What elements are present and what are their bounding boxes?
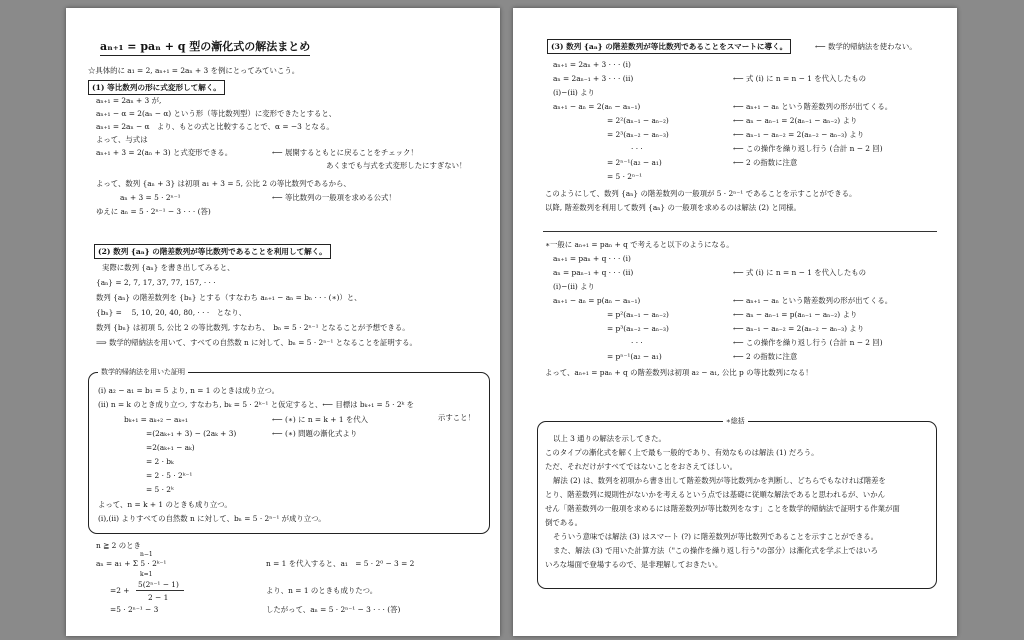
proof-note: ⟵ (∗) 問題の漸化式より [272,429,358,438]
gen-line: (i)−(ii) より [553,282,595,291]
gen-line: aₙ₊₁ = paₙ + q · · · (i) [553,254,631,263]
sec2-line: {bₙ} = 5, 10, 20, 40, 80, · · · となり、 [96,308,247,317]
summary-line: また、解法 (3) で用いた計算方法（"この操作を繰り返し行う"の部分）は漸化式を学ぶ上ではいろ [553,546,878,555]
sec3-line: (i)−(ii) より [553,88,595,97]
tail-line: より、n = 1 のときも成りたつ。 [266,586,378,595]
divider [543,231,937,232]
sec3-line: = 5 · 2ⁿ⁻¹ [607,172,643,181]
sec3-line: aₙ = 2aₙ₋₁ + 3 · · · (ii) [553,74,634,83]
sec2-line: 数列 {bₙ} は初項 5, 公比 2 の等比数列, すなわち、 bₙ = 5 · 2ⁿ⁻¹ となることが予想できる。 [96,323,410,332]
gen-note: ⟵ aₙ₊₁ − aₙ という階差数列の形が出てくる。 [733,296,893,305]
sec1-answer: ゆえに aₙ = 5 · 2ⁿ⁻¹ − 3 · · · (答) [96,207,211,216]
section-1-heading: (1) 等比数列の形に式変形して解く。 [88,80,225,95]
proof-note: ⟵ (∗) に n = k + 1 を代入 [272,415,369,424]
section-2-heading: (2) 数列 {aₙ} の階差数列が等比数列であることを利用して解く。 [94,244,331,259]
sec3-line: = 2³(aₙ₋₂ − aₙ₋₃) [607,130,669,139]
sec3-note: ⟵ 数学的帰納法を使わない。 [815,42,917,51]
summary-line: そういう意味では解法 (3) はスマート (?) に階差数列が等比数列であることを示すことができる。 [553,532,879,541]
sec3-after: 以降, 階差数列を利用して数列 {aₙ} の一般項を求めるのは解法 (2) と同様。 [545,203,801,212]
gen-line: = p²(aₙ₋₁ − aₙ₋₂) [607,310,669,319]
summary-line: 以上 3 通りの解法を示してきた。 [553,434,666,443]
sec1-line: aₙ + 3 = 5 · 2ⁿ⁻¹ [120,193,181,202]
gen-line: aₙ = paₙ₋₁ + q · · · (ii) [553,268,634,277]
sec3-note: ⟵ この操作を繰り返し行う (合計 n − 2 回) [733,144,883,153]
sec3-note: ⟵ 式 (i) に n = n − 1 を代入したもの [733,74,866,83]
sec3-line: aₙ₊₁ − aₙ = 2(aₙ − aₙ₋₁) [553,102,641,111]
sec3-line: aₙ₊₁ = 2aₙ + 3 · · · (i) [553,60,631,69]
sec2-line: 数列 {aₙ} の階差数列を {bₙ} とする（すなわち aₙ₊₁ − aₙ = bₙ · · · (∗)）と、 [96,293,362,302]
proof-line: 示すこと！ [438,413,475,422]
sec1-note: あくまでも与式を式変形したにすぎない！ [326,161,467,170]
sec3-note: ⟵ aₙ − aₙ₋₁ = 2(aₙ₋₁ − aₙ₋₂) より [733,116,858,125]
gen-line: = p³(aₙ₋₂ − aₙ₋₃) [607,324,669,333]
proof-line: よって、n = k + 1 のときも成り立つ。 [98,500,232,509]
tail-line: n = 1 を代入すると、a₁ = 5 · 2⁰ − 3 = 2 [266,559,415,568]
tail-line: n ≧ 2 のとき [96,541,141,550]
general-intro: ∗一般に aₙ₊₁ = paₙ + q で考えると以下のようになる。 [545,240,734,249]
general-conclusion: よって、aₙ₊₁ = paₙ + q の階差数列は初項 a₂ − a₁, 公比 p の等比数列になる！ [545,368,813,377]
sec1-line: aₙ₊₁ + 3 = 2(aₙ + 3) と式変形できる。 [96,148,233,157]
gen-line: = pⁿ⁻¹(a₂ − a₁) [607,352,662,361]
intro-text: ☆具体的に a₁ = 2, aₙ₊₁ = 2aₙ + 3 を例にとってみていこう。 [88,66,300,75]
gen-line: · · · [631,338,643,347]
fraction-numerator: 5(2ⁿ⁻¹ − 1) [138,580,179,589]
sec1-note: ⟵ 展開するともとに戻ることをチェック！ [272,148,418,157]
summary-line: このタイプの漸化式を解く上で最も一般的であり、有効なものは解法 (1) だろう。 [545,448,819,457]
summary-line: ただ、それだけがすべてではないことをおさえてほしい。 [545,462,738,471]
proof-title: 数学的帰納法を用いた証明 [98,367,188,377]
gen-note: ⟵ aₙ₋₁ − aₙ₋₂ = 2(aₙ₋₂ − aₙ₋₃) より [733,324,865,333]
sec3-note: ⟵ 2 の指数に注意 [733,158,798,167]
summary-line: 解法 (2) は、数列を初項から書き出して階差数列が等比数列かを判断し、どちらでもなければ階差を [553,476,886,485]
proof-line: =2(aₖ₊₁ − aₖ) [146,443,195,452]
sec3-note: ⟵ aₙ₋₁ − aₙ₋₂ = 2(aₙ₋₂ − aₙ₋₃) より [733,130,865,139]
summary-line: 倒である。 [545,518,582,527]
sec1-line: aₙ₊₁ = 2aₙ + 3 が, [96,96,162,105]
proof-line: (i) a₂ − a₁ = b₁ = 5 より, n = 1 のときは成り立つ。 [98,386,280,395]
gen-line: aₙ₊₁ − aₙ = p(aₙ − aₙ₋₁) [553,296,641,305]
page-title: aₙ₊₁ = paₙ + q 型の漸化式の解法まとめ [100,38,310,56]
sec3-note: ⟵ aₙ₊₁ − aₙ という階差数列の形が出てくる。 [733,102,893,111]
sec1-line: よって、数列 {aₙ + 3} は初項 a₁ + 3 = 5, 公比 2 の等比数列であるから、 [96,179,351,188]
tail-line: =5 · 2ⁿ⁻¹ − 3 [110,605,159,614]
gen-note: ⟵ 式 (i) に n = n − 1 を代入したもの [733,268,866,277]
proof-line: = 5 · 2ᵏ [146,485,174,494]
sec3-line: = 2²(aₙ₋₁ − aₙ₋₂) [607,116,669,125]
tail-line: aₙ = a₁ + Σ 5 · 2ᵏ⁻¹ [96,559,167,568]
proof-line: (ii) n = k のとき成り立つ, すなわち, bₖ = 5 · 2ᵏ⁻¹ と仮定すると、⟵ 目標は bₖ₊₁ = 5 · 2ᵏ を [98,400,414,409]
sec1-line: よって、与式は [96,135,148,144]
sec2-line: {aₙ} = 2, 7, 17, 37, 77, 157, · · · [96,278,216,287]
document-page-1 [66,8,500,636]
proof-box [88,372,490,534]
gen-note: ⟵ aₙ − aₙ₋₁ = p(aₙ₋₁ − aₙ₋₂) より [733,310,858,319]
sec1-note: ⟵ 等比数列の一般項を求める公式！ [272,193,396,202]
sec1-line: aₙ₊₁ = 2aₙ − α より、もとの式と比較することで、α = −3 となる。 [96,122,334,131]
summary-line: とり、階差数列に規則性がないかを考えるという点では基礎に従順な解法であると思われるが、いかん [545,490,885,499]
fraction-denominator: 2 − 1 [148,593,169,602]
proof-line: = 2 · bₖ [146,457,174,466]
sum-upper: n−1 [140,551,153,558]
tail-line: =2 + [110,586,130,595]
gen-note: ⟵ この操作を繰り返し行う (合計 n − 2 回) [733,338,883,347]
sec3-line: = 2ⁿ⁻¹(a₂ − a₁) [607,158,662,167]
fraction-bar [136,590,184,591]
sec1-line: aₙ₊₁ − α = 2(aₙ − α) という形（等比数列型）に変形できたとすると、 [96,109,337,118]
summary-title: ∗総括 [723,416,748,426]
final-answer: したがって、aₙ = 5 · 2ⁿ⁻¹ − 3 · · · (答) [266,605,401,614]
sec2-line: ⟹ 数学的帰納法を用いて、すべての自然数 n に対して、bₙ = 5 · 2ⁿ⁻¹ となることを証明する。 [96,338,417,347]
summary-line: せん「階差数列の一般項を求めるには階差数列が等比数列をなす」ことを数学的帰納法で証明する作業が面 [545,504,900,513]
proof-line: = 2 · 5 · 2ᵏ⁻¹ [146,471,193,480]
proof-line: =(2aₖ₊₁ + 3) − (2aₖ + 3) [146,429,237,438]
sec2-line: 実際に数列 {aₙ} を書き出してみると、 [102,263,235,272]
document-page-2 [513,8,957,636]
proof-line: bₖ₊₁ = aₖ₊₂ − aₖ₊₁ [124,415,189,424]
sec3-line: · · · [631,144,643,153]
summary-line: いろな場面で登場するので、是非理解しておきたい。 [545,560,723,569]
section-3-heading: (3) 数列 {aₙ} の階差数列が等比数列であることをスマートに導く。 [547,39,791,54]
sum-lower: k=1 [140,571,153,578]
proof-conclusion: (i),(ii) よりすべての自然数 n に対して、bₙ = 5 · 2ⁿ⁻¹ が成り立つ。 [98,514,326,523]
gen-note: ⟵ 2 の指数に注意 [733,352,798,361]
sec3-after: このようにして、数列 {aₙ} の階差数列の一般項が 5 · 2ⁿ⁻¹ であることを示すことができる。 [545,189,857,198]
